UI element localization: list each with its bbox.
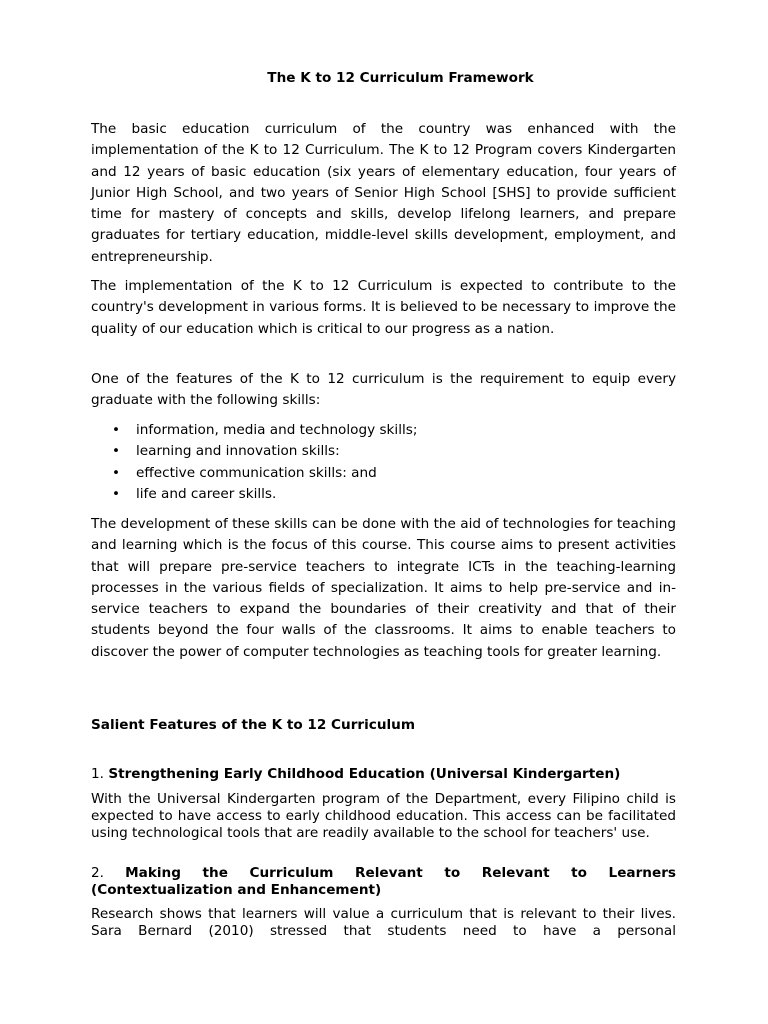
bullet-icon: • (112, 464, 121, 481)
section-2-body: Research shows that learners will value a curriculum that is relevant to their lives. Sara Bernard (2010) stressed that students need to have a personal (91, 906, 676, 939)
skills-list (91, 420, 676, 505)
section-2-heading (91, 865, 676, 899)
list-item (91, 484, 676, 505)
list-item-text: learning and innovation skills: (136, 443, 340, 460)
list-item (91, 463, 676, 484)
bullet-icon: • (112, 422, 121, 438)
bullet-icon: • (112, 485, 121, 502)
list-item (91, 420, 676, 441)
list-item (91, 441, 676, 462)
section-1-heading (91, 766, 676, 782)
section-2-title: Making the Curriculum Relevant to Relevant to Learners (Contextualization and Enhancement) (91, 865, 676, 898)
list-item-text: life and career skills. (136, 485, 277, 502)
section-2-number: 2. (91, 865, 104, 881)
list-item-text: effective communication skills: and (136, 464, 377, 481)
section-1-body: With the Universal Kindergarten program of the Department, every Filipino child is expected to have access to early childhood education. This access can be facilitated using technological tools that are readily available to the school for teachers' use. (91, 791, 676, 841)
paragraph-intro: The basic education curriculum of the country was enhanced with the implementation of the K to 12 Curriculum. The K to 12 Program covers Kindergarten and 12 years of basic education (six years of elementary education, four years of Junior High School, and two years of Senior High School [SHS] to provide sufficient time for mastery of concepts and skills, develop lifelong learners, and prepare graduates for tertiary education, middle-level skills development, employment, and entrepreneurship. (91, 121, 676, 265)
paragraph-skills-intro: One of the features of the K to 12 curriculum is the requirement to equip every graduate with the following skills: (91, 371, 676, 409)
paragraph-course-focus: The development of these skills can be done with the aid of technologies for teaching and learning which is the focus of this course. This course aims to present activities that will prepare pre-service teachers to integrate ICTs in the teaching-learning processes in the various fields of specialization. It aims to help pre-service and in-service teachers to expand the boundaries of their creativity and that of their students beyond the four walls of the classrooms. It aims to enable teachers to discover the power of computer technologies as teaching tools for greater learning. (91, 516, 676, 660)
section-1-title: Strengthening Early Childhood Education (Universal Kindergarten) (108, 766, 621, 782)
paragraph-implementation: The implementation of the K to 12 Curriculum is expected to contribute to the country's development in various forms. It is believed to be necessary to improve the quality of our education which is critical to our progress as a nation. (91, 278, 676, 337)
section-1-number: 1. (91, 766, 104, 782)
bullet-icon: • (112, 443, 121, 460)
section-heading: Salient Features of the K to 12 Curriculum (91, 717, 416, 733)
document-title: The K to 12 Curriculum Framework (267, 70, 534, 86)
list-item-text: information, media and technology skills; (136, 422, 418, 438)
